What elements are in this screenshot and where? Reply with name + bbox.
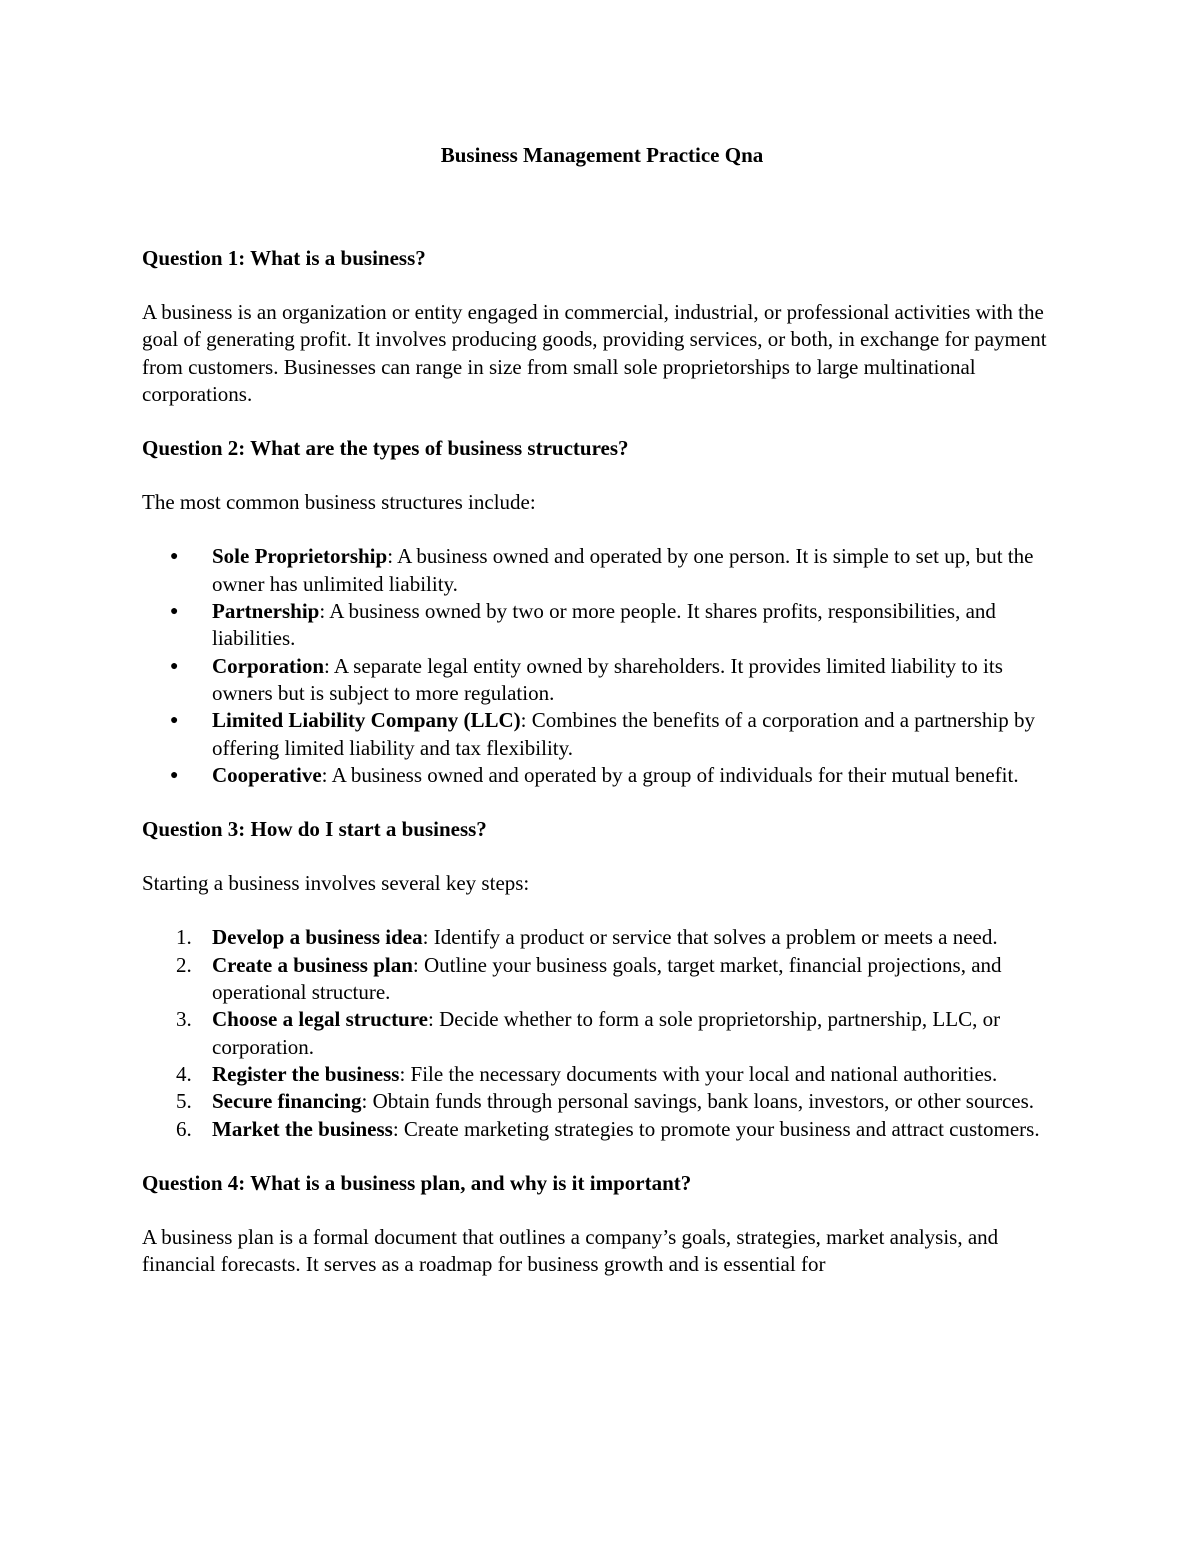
bullet-icon: ● (170, 767, 179, 783)
list-number: 2. (176, 952, 192, 977)
bullet-icon: ● (170, 658, 179, 674)
list-item (142, 1061, 1062, 1088)
list-item-term: Market the business (212, 1116, 393, 1141)
question-2-intro: The most common business structures include: (142, 490, 536, 515)
list-item-term: Limited Liability Company (LLC) (212, 708, 521, 733)
list-number: 4. (176, 1061, 192, 1086)
question-4-answer: A business plan is a formal document that outlines a company’s goals, strategies, market analysis, and financial forecasts. It serves as a roadmap for business growth and is essential for (142, 1224, 999, 1277)
list-item-term: Partnership (212, 599, 320, 624)
startup-steps-list (142, 924, 1062, 1142)
list-item (142, 707, 1062, 762)
question-1-answer: A business is an organization or entity engaged in commercial, industrial, or professional activities with the goal of generating profit. It involves producing goods, providing services, or both, in exchange for payment from customers. Businesses can range in size from small sole proprietorships to large multinational corporations. (142, 300, 1047, 406)
list-item-desc: : A business owned by two or more people. It shares profits, responsibilities, and liabilities. (212, 599, 996, 651)
list-item-desc: : A separate legal entity owned by shareholders. It provides limited liability to its owners but is subject to more regulation. (212, 653, 1003, 705)
bullet-icon: ● (170, 713, 179, 729)
list-item-desc: : Combines the benefits of a corporation and a partnership by offering limited liability and tax flexibility. (212, 708, 1035, 760)
list-item-desc: : A business owned and operated by a group of individuals for their mutual benefit. (321, 762, 1019, 787)
business-structures-list (142, 543, 1062, 789)
list-item-desc: : Decide whether to form a sole proprietorship, partnership, LLC, or corporation. (212, 1007, 1001, 1059)
list-item (142, 543, 1062, 598)
list-item-term: Secure financing (212, 1089, 362, 1114)
document-title: Business Management Practice Qna (440, 143, 764, 167)
list-number: 6. (176, 1116, 192, 1141)
question-2-heading: Question 2: What are the types of business structures? (142, 436, 629, 461)
question-4-heading: Question 4: What is a business plan, and why is it important? (142, 1170, 692, 1195)
list-item-desc: : Identify a product or service that solves a problem or meets a need. (422, 925, 998, 950)
list-number: 5. (176, 1089, 192, 1114)
question-3-intro: Starting a business involves several key steps: (142, 871, 530, 896)
document-body (142, 142, 1062, 1278)
question-3-heading: Question 3: How do I start a business? (142, 817, 487, 842)
list-item-desc: : File the necessary documents with your local and national authorities. (399, 1061, 998, 1086)
list-number: 1. (176, 925, 192, 950)
list-item (142, 1088, 1062, 1115)
list-item-term: Create a business plan (212, 952, 413, 977)
list-item (142, 1006, 1062, 1061)
list-item-desc: : A business owned and operated by one person. It is simple to set up, but the owner has unlimited liability. (212, 544, 1034, 596)
list-item (142, 653, 1062, 708)
list-item-term: Choose a legal structure (212, 1007, 428, 1032)
list-item-term: Develop a business idea (212, 925, 423, 950)
list-item-term: Sole Proprietorship (212, 544, 388, 569)
list-item (142, 762, 1062, 789)
list-item-desc: : Create marketing strategies to promote your business and attract customers. (392, 1116, 1040, 1141)
bullet-icon: ● (170, 604, 179, 620)
list-item (142, 598, 1062, 653)
list-item (142, 1116, 1062, 1143)
list-item (142, 924, 1062, 951)
list-item-term: Cooperative (212, 762, 322, 787)
list-item-term: Register the business (212, 1061, 400, 1086)
list-item (142, 952, 1062, 1007)
list-item-desc: : Obtain funds through personal savings, bank loans, investors, or other sources. (361, 1089, 1035, 1114)
list-item-term: Corporation (212, 653, 324, 678)
question-1-heading: Question 1: What is a business? (142, 246, 426, 270)
bullet-icon: ● (170, 549, 179, 565)
list-number: 3. (176, 1007, 192, 1032)
list-item-desc: : Outline your business goals, target market, financial projections, and operational structure. (212, 952, 1002, 1005)
